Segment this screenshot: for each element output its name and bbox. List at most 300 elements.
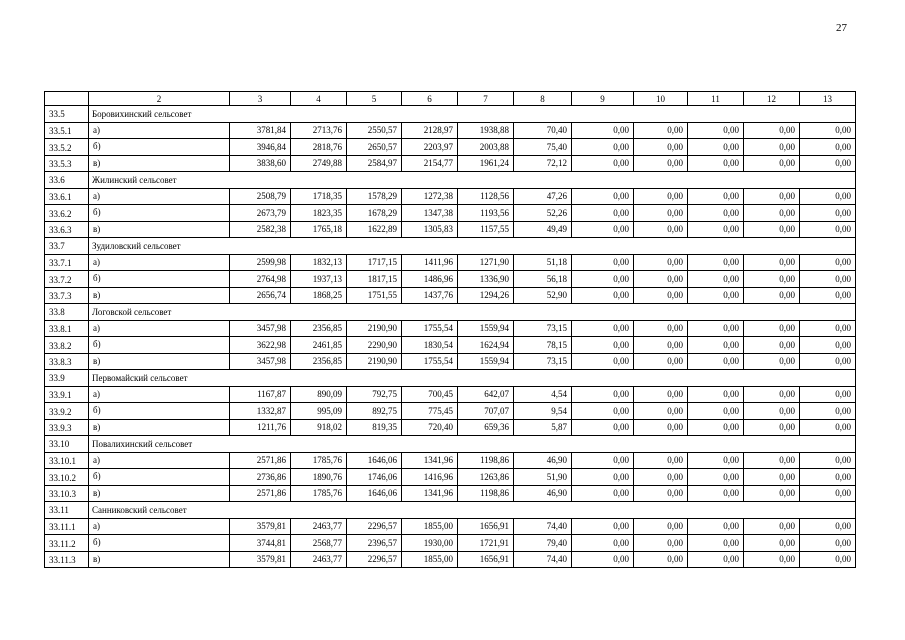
header-cell: 10: [634, 92, 688, 106]
value-cell: 2599,98: [230, 254, 291, 271]
value-cell: 0,00: [572, 469, 634, 486]
value-cell: 1263,86: [458, 469, 514, 486]
value-cell: 1559,94: [458, 320, 514, 337]
value-cell: 0,00: [634, 188, 688, 205]
value-cell: 1332,87: [230, 403, 291, 420]
value-cell: 0,00: [634, 403, 688, 420]
value-cell: 2713,76: [291, 122, 347, 139]
value-cell: 2582,38: [230, 221, 291, 238]
value-cell: 2128,97: [402, 122, 458, 139]
value-cell: 1336,90: [458, 271, 514, 288]
value-cell: 1830,54: [402, 337, 458, 354]
value-cell: 1578,29: [347, 188, 402, 205]
value-cell: 0,00: [800, 254, 856, 271]
header-cell: 4: [291, 92, 347, 106]
value-cell: 3457,98: [230, 320, 291, 337]
value-cell: 70,40: [514, 122, 572, 139]
value-cell: 1868,25: [291, 287, 347, 304]
value-cell: 1198,86: [458, 452, 514, 469]
value-cell: 0,00: [572, 551, 634, 568]
table-row: [45, 386, 856, 403]
section-code: 33.6: [45, 172, 89, 189]
value-cell: 72,12: [514, 155, 572, 172]
value-cell: 1341,96: [402, 485, 458, 502]
table-row: [45, 469, 856, 486]
value-cell: 2571,86: [230, 485, 291, 502]
row-variant: в): [89, 353, 230, 370]
value-cell: 0,00: [744, 469, 800, 486]
row-variant: в): [89, 485, 230, 502]
value-cell: 2508,79: [230, 188, 291, 205]
row-variant: а): [89, 254, 230, 271]
header-cell: 11: [688, 92, 744, 106]
value-cell: 1817,15: [347, 271, 402, 288]
value-cell: 0,00: [572, 205, 634, 222]
value-cell: 0,00: [744, 551, 800, 568]
row-variant: в): [89, 419, 230, 436]
value-cell: 73,15: [514, 353, 572, 370]
value-cell: 890,09: [291, 386, 347, 403]
value-cell: 0,00: [744, 403, 800, 420]
value-cell: 1157,55: [458, 221, 514, 238]
value-cell: 1755,54: [402, 353, 458, 370]
value-cell: 995,09: [291, 403, 347, 420]
value-cell: 0,00: [688, 320, 744, 337]
value-cell: 0,00: [688, 403, 744, 420]
value-cell: 1411,96: [402, 254, 458, 271]
value-cell: 0,00: [800, 122, 856, 139]
table-row: [45, 419, 856, 436]
value-cell: 1272,38: [402, 188, 458, 205]
value-cell: 0,00: [744, 205, 800, 222]
value-cell: 2003,88: [458, 139, 514, 156]
value-cell: 1198,86: [458, 485, 514, 502]
value-cell: 0,00: [634, 535, 688, 552]
section-row: [45, 172, 856, 189]
value-cell: 52,26: [514, 205, 572, 222]
value-cell: 2461,85: [291, 337, 347, 354]
table-row: [45, 403, 856, 420]
value-cell: 0,00: [744, 353, 800, 370]
value-cell: 0,00: [572, 221, 634, 238]
value-cell: 0,00: [634, 337, 688, 354]
row-code: 33.9.2: [45, 403, 89, 420]
row-code: 33.10.1: [45, 452, 89, 469]
section-row: [45, 304, 856, 321]
value-cell: 1656,91: [458, 518, 514, 535]
value-cell: 0,00: [572, 337, 634, 354]
value-cell: 0,00: [572, 353, 634, 370]
value-cell: 2818,76: [291, 139, 347, 156]
value-cell: 0,00: [800, 469, 856, 486]
value-cell: 642,07: [458, 386, 514, 403]
value-cell: 1559,94: [458, 353, 514, 370]
value-cell: 0,00: [688, 188, 744, 205]
value-cell: 0,00: [744, 122, 800, 139]
section-code: 33.9: [45, 370, 89, 387]
section-name: Первомайский сельсовет: [89, 370, 856, 387]
value-cell: 0,00: [800, 221, 856, 238]
value-cell: 78,15: [514, 337, 572, 354]
value-cell: 1128,56: [458, 188, 514, 205]
value-cell: 0,00: [634, 419, 688, 436]
value-cell: 2296,57: [347, 551, 402, 568]
table-row: [45, 353, 856, 370]
table-row: [45, 535, 856, 552]
value-cell: 46,90: [514, 452, 572, 469]
header-row: [45, 92, 856, 106]
value-cell: 0,00: [634, 221, 688, 238]
value-cell: 1622,89: [347, 221, 402, 238]
value-cell: 1890,76: [291, 469, 347, 486]
value-cell: 9,54: [514, 403, 572, 420]
value-cell: 659,36: [458, 419, 514, 436]
value-cell: 0,00: [634, 452, 688, 469]
value-cell: 1785,76: [291, 485, 347, 502]
value-cell: 0,00: [744, 337, 800, 354]
row-code: 33.9.1: [45, 386, 89, 403]
section-row: [45, 436, 856, 453]
value-cell: 0,00: [744, 221, 800, 238]
value-cell: 2650,57: [347, 139, 402, 156]
value-cell: 1751,55: [347, 287, 402, 304]
value-cell: 775,45: [402, 403, 458, 420]
row-variant: б): [89, 535, 230, 552]
value-cell: 73,15: [514, 320, 572, 337]
section-name: Жилинский сельсовет: [89, 172, 856, 189]
value-cell: 2736,86: [230, 469, 291, 486]
value-cell: 0,00: [800, 403, 856, 420]
value-cell: 2568,77: [291, 535, 347, 552]
value-cell: 1486,96: [402, 271, 458, 288]
row-variant: б): [89, 337, 230, 354]
value-cell: 0,00: [572, 452, 634, 469]
value-cell: 1437,76: [402, 287, 458, 304]
section-name: Боровихинский сельсовет: [89, 106, 856, 123]
value-cell: 0,00: [688, 337, 744, 354]
table-row: [45, 287, 856, 304]
value-cell: 1746,06: [347, 469, 402, 486]
value-cell: 0,00: [634, 254, 688, 271]
value-cell: 2154,77: [402, 155, 458, 172]
value-cell: 1721,91: [458, 535, 514, 552]
value-cell: 74,40: [514, 551, 572, 568]
table-row: [45, 122, 856, 139]
row-code: 33.10.3: [45, 485, 89, 502]
table-body: [45, 92, 856, 568]
value-cell: 0,00: [744, 452, 800, 469]
row-variant: в): [89, 155, 230, 172]
value-cell: 1823,35: [291, 205, 347, 222]
value-cell: 1855,00: [402, 518, 458, 535]
value-cell: 792,75: [347, 386, 402, 403]
value-cell: 1193,56: [458, 205, 514, 222]
value-cell: 0,00: [688, 469, 744, 486]
value-cell: 0,00: [800, 271, 856, 288]
value-cell: 2550,57: [347, 122, 402, 139]
value-cell: 0,00: [572, 485, 634, 502]
row-code: 33.7.3: [45, 287, 89, 304]
value-cell: 1930,00: [402, 535, 458, 552]
value-cell: 2356,85: [291, 353, 347, 370]
row-variant: б): [89, 139, 230, 156]
row-variant: в): [89, 551, 230, 568]
value-cell: 1755,54: [402, 320, 458, 337]
value-cell: 2296,57: [347, 518, 402, 535]
value-cell: 1305,83: [402, 221, 458, 238]
value-cell: 49,49: [514, 221, 572, 238]
value-cell: 0,00: [800, 551, 856, 568]
value-cell: 52,90: [514, 287, 572, 304]
section-code: 33.7: [45, 238, 89, 255]
row-code: 33.6.2: [45, 205, 89, 222]
value-cell: 2203,97: [402, 139, 458, 156]
value-cell: 51,90: [514, 469, 572, 486]
row-code: 33.5.1: [45, 122, 89, 139]
value-cell: 1646,06: [347, 485, 402, 502]
value-cell: 0,00: [634, 205, 688, 222]
value-cell: 75,40: [514, 139, 572, 156]
value-cell: 0,00: [634, 122, 688, 139]
row-variant: б): [89, 205, 230, 222]
value-cell: 0,00: [744, 419, 800, 436]
value-cell: 0,00: [800, 337, 856, 354]
value-cell: 0,00: [688, 386, 744, 403]
row-variant: б): [89, 403, 230, 420]
row-code: 33.9.3: [45, 419, 89, 436]
value-cell: 1624,94: [458, 337, 514, 354]
value-cell: 0,00: [744, 188, 800, 205]
value-cell: 0,00: [744, 485, 800, 502]
value-cell: 0,00: [688, 287, 744, 304]
value-cell: 1167,87: [230, 386, 291, 403]
value-cell: 0,00: [572, 155, 634, 172]
value-cell: 0,00: [800, 155, 856, 172]
row-code: 33.6.3: [45, 221, 89, 238]
table-row: [45, 221, 856, 238]
value-cell: 1211,76: [230, 419, 291, 436]
row-variant: а): [89, 320, 230, 337]
value-cell: 0,00: [572, 403, 634, 420]
value-cell: 0,00: [688, 353, 744, 370]
row-code: 33.8.1: [45, 320, 89, 337]
value-cell: 1785,76: [291, 452, 347, 469]
value-cell: 1717,15: [347, 254, 402, 271]
page-number: 27: [836, 22, 847, 34]
table-row: [45, 337, 856, 354]
value-cell: 0,00: [800, 287, 856, 304]
value-cell: 0,00: [744, 155, 800, 172]
row-code: 33.5.3: [45, 155, 89, 172]
value-cell: 5,87: [514, 419, 572, 436]
table-row: [45, 551, 856, 568]
value-cell: 56,18: [514, 271, 572, 288]
value-cell: 2190,90: [347, 353, 402, 370]
value-cell: 700,45: [402, 386, 458, 403]
value-cell: 0,00: [634, 287, 688, 304]
table-row: [45, 254, 856, 271]
table-row: [45, 271, 856, 288]
value-cell: 0,00: [572, 535, 634, 552]
value-cell: 0,00: [744, 254, 800, 271]
row-variant: а): [89, 188, 230, 205]
value-cell: 0,00: [688, 139, 744, 156]
value-cell: 1416,96: [402, 469, 458, 486]
value-cell: 918,02: [291, 419, 347, 436]
section-code: 33.5: [45, 106, 89, 123]
value-cell: 0,00: [688, 535, 744, 552]
value-cell: 1937,13: [291, 271, 347, 288]
value-cell: 2656,74: [230, 287, 291, 304]
table-row: [45, 485, 856, 502]
value-cell: 74,40: [514, 518, 572, 535]
header-cell: [45, 92, 89, 106]
value-cell: 1271,90: [458, 254, 514, 271]
section-row: [45, 370, 856, 387]
value-cell: 2673,79: [230, 205, 291, 222]
section-row: [45, 106, 856, 123]
row-variant: в): [89, 287, 230, 304]
header-cell: 6: [402, 92, 458, 106]
header-cell: 7: [458, 92, 514, 106]
row-code: 33.6.1: [45, 188, 89, 205]
value-cell: 2571,86: [230, 452, 291, 469]
value-cell: 0,00: [800, 452, 856, 469]
value-cell: 0,00: [572, 386, 634, 403]
row-code: 33.7.2: [45, 271, 89, 288]
row-variant: а): [89, 122, 230, 139]
row-code: 33.5.2: [45, 139, 89, 156]
section-code: 33.10: [45, 436, 89, 453]
value-cell: 79,40: [514, 535, 572, 552]
header-cell: 2: [89, 92, 230, 106]
value-cell: 0,00: [572, 122, 634, 139]
row-variant: а): [89, 518, 230, 535]
value-cell: 3744,81: [230, 535, 291, 552]
value-cell: 2396,57: [347, 535, 402, 552]
table-row: [45, 518, 856, 535]
value-cell: 0,00: [800, 419, 856, 436]
value-cell: 0,00: [572, 419, 634, 436]
row-code: 33.8.3: [45, 353, 89, 370]
value-cell: 2190,90: [347, 320, 402, 337]
value-cell: 0,00: [634, 320, 688, 337]
value-cell: 1832,13: [291, 254, 347, 271]
value-cell: 2290,90: [347, 337, 402, 354]
section-name: Повалихинский сельсовет: [89, 436, 856, 453]
value-cell: 0,00: [688, 551, 744, 568]
value-cell: 0,00: [572, 287, 634, 304]
value-cell: 0,00: [688, 485, 744, 502]
row-variant: а): [89, 452, 230, 469]
value-cell: 3946,84: [230, 139, 291, 156]
value-cell: 0,00: [688, 205, 744, 222]
value-cell: 0,00: [800, 353, 856, 370]
table-row: [45, 205, 856, 222]
value-cell: 3457,98: [230, 353, 291, 370]
value-cell: 0,00: [744, 320, 800, 337]
row-code: 33.11.2: [45, 535, 89, 552]
row-code: 33.11.3: [45, 551, 89, 568]
header-cell: 12: [744, 92, 800, 106]
value-cell: 819,35: [347, 419, 402, 436]
value-cell: 720,40: [402, 419, 458, 436]
value-cell: 0,00: [744, 271, 800, 288]
value-cell: 0,00: [634, 271, 688, 288]
header-cell: 9: [572, 92, 634, 106]
value-cell: 0,00: [634, 518, 688, 535]
value-cell: 1678,29: [347, 205, 402, 222]
value-cell: 0,00: [688, 419, 744, 436]
value-cell: 46,90: [514, 485, 572, 502]
value-cell: 0,00: [634, 551, 688, 568]
value-cell: 0,00: [744, 287, 800, 304]
value-cell: 1646,06: [347, 452, 402, 469]
value-cell: 4,54: [514, 386, 572, 403]
value-cell: 0,00: [572, 188, 634, 205]
value-cell: 3579,81: [230, 518, 291, 535]
value-cell: 3579,81: [230, 551, 291, 568]
value-cell: 47,26: [514, 188, 572, 205]
data-table: [44, 91, 856, 568]
section-row: [45, 502, 856, 519]
table-row: [45, 188, 856, 205]
value-cell: 1718,35: [291, 188, 347, 205]
value-cell: 0,00: [744, 518, 800, 535]
value-cell: 2356,85: [291, 320, 347, 337]
value-cell: 0,00: [688, 155, 744, 172]
value-cell: 0,00: [572, 320, 634, 337]
value-cell: 2749,88: [291, 155, 347, 172]
value-cell: 707,07: [458, 403, 514, 420]
value-cell: 0,00: [800, 386, 856, 403]
section-row: [45, 238, 856, 255]
table-row: [45, 452, 856, 469]
value-cell: 0,00: [800, 139, 856, 156]
value-cell: 0,00: [688, 254, 744, 271]
value-cell: 0,00: [688, 122, 744, 139]
value-cell: 0,00: [800, 320, 856, 337]
row-code: 33.11.1: [45, 518, 89, 535]
table-row: [45, 139, 856, 156]
value-cell: 1765,18: [291, 221, 347, 238]
value-cell: 892,75: [347, 403, 402, 420]
value-cell: 1855,00: [402, 551, 458, 568]
header-cell: 13: [800, 92, 856, 106]
value-cell: 1656,91: [458, 551, 514, 568]
row-variant: б): [89, 469, 230, 486]
value-cell: 0,00: [800, 535, 856, 552]
value-cell: 1341,96: [402, 452, 458, 469]
section-name: Санниковский сельсовет: [89, 502, 856, 519]
value-cell: 0,00: [634, 485, 688, 502]
value-cell: 0,00: [688, 452, 744, 469]
table-row: [45, 320, 856, 337]
value-cell: 2584,97: [347, 155, 402, 172]
value-cell: 0,00: [744, 386, 800, 403]
value-cell: 1347,38: [402, 205, 458, 222]
value-cell: 1961,24: [458, 155, 514, 172]
value-cell: 2463,77: [291, 551, 347, 568]
table-row: [45, 155, 856, 172]
value-cell: 0,00: [572, 254, 634, 271]
value-cell: 0,00: [572, 518, 634, 535]
value-cell: 0,00: [634, 139, 688, 156]
value-cell: 3622,98: [230, 337, 291, 354]
value-cell: 1294,26: [458, 287, 514, 304]
value-cell: 2463,77: [291, 518, 347, 535]
value-cell: 0,00: [800, 518, 856, 535]
